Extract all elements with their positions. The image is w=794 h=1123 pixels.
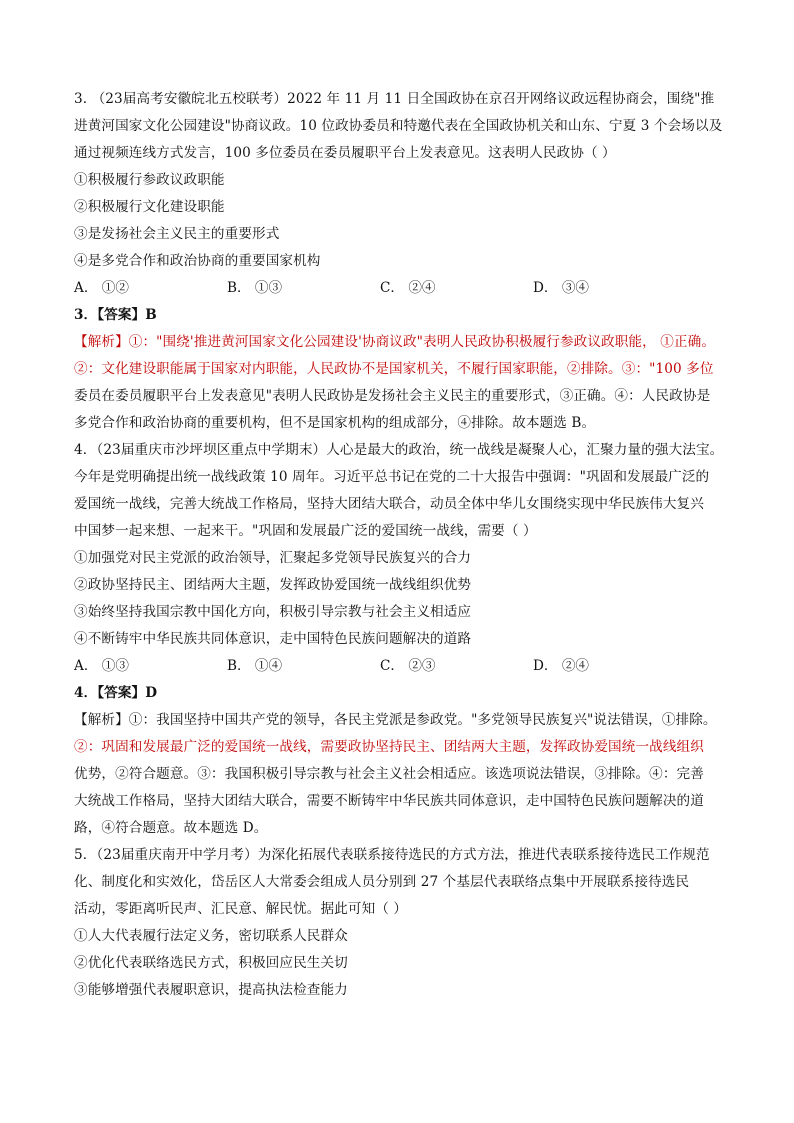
choice-item: ③能够增强代表履职意识，提高执法检查能力 xyxy=(74,982,348,998)
question-stem-line: 今年是党明确提出统一战线政策 10 周年。习近平总书记在党的二十大报告中强调："巩固和发展最广泛的 xyxy=(74,469,710,485)
analysis-line: 优势，②符合题意。③：我国积极引导宗教与社会主义社会相适应。该选项说法错误，③排除。④：完善 xyxy=(74,766,704,782)
question-stem-line: 4．（23届重庆市沙坪坝区重点中学期末）人心是最大的政治，统一战线是凝聚人心，汇聚力量的强大法宝。 xyxy=(74,442,724,458)
question-stem-line: 5．（23届重庆南开中学月考）为深化拓展代表联系接待选民的方式方法，推进代表联系接待选民工作规范 xyxy=(74,847,710,863)
analysis-line: 【解析】①："围绕'推进黄河国家文化公园建设'协商议政"表明人民政协积极履行参政议政职能， ①正确。 xyxy=(74,334,716,350)
analysis-line: ②：巩固和发展最广泛的爱国统一战线，需要政协坚持民主、团结两大主题，发挥政协爱国统一战线组织 xyxy=(74,739,704,755)
choice-item: ④是多党合作和政治协商的重要国家机构 xyxy=(74,253,321,269)
option-c: C． ②③ xyxy=(380,658,436,674)
option-row xyxy=(74,653,730,680)
question-stem-line: 爱国统一战线，完善大统战工作格局，坚持大团结大联合，动员全体中华儿女围绕实现中华民族伟大复兴 xyxy=(74,496,704,512)
question-stem-line: 中国梦一起来想、一起来干。"巩固和发展最广泛的爱国统一战线，需要（ ） xyxy=(74,523,537,539)
choice-item: ②积极履行文化建设职能 xyxy=(74,199,225,215)
question-stem-line: 进黄河国家文化公园建设"协商议政。10 位政协委员和特邀代表在全国政协机关和山东、宁夏 3 个会场以及 xyxy=(74,118,723,134)
analysis-line: 委员在委员履职平台上发表意见"表明人民政协是发扬社会主义民主的重要形式，③正确。④：人民政协是 xyxy=(74,388,711,404)
choice-item: ②政协坚持民主、团结两大主题，发挥政协爱国统一战线组织优势 xyxy=(74,577,472,593)
question-stem-line: 化、制度化和实效化，岱岳区人大常委会组成人员分别到 27 个基层代表联络点集中开展联系接待选民 xyxy=(74,874,690,890)
analysis-line: 多党合作和政治协商的重要机构，但不是国家机构的组成部分，④排除。故本题选 B。 xyxy=(74,415,596,431)
option-c: C． ②④ xyxy=(380,280,436,296)
choice-item: ④不断铸牢中华民族共同体意识，走中国特色民族问题解决的道路 xyxy=(74,631,472,647)
choice-item: ①人大代表履行法定义务，密切联系人民群众 xyxy=(74,928,348,944)
answer-label: 4．【答案】D xyxy=(74,685,158,701)
question-3 xyxy=(74,86,730,437)
choice-item: ②优化代表联络选民方式，积极回应民生关切 xyxy=(74,955,348,971)
question-5 xyxy=(74,842,730,1004)
question-stem-line: 3. （23届高考安徽皖北五校联考）2022 年 11 月 11 日全国政协在京召开网络议政远程协商会，围绕"推 xyxy=(74,91,715,107)
analysis-line: 路，④符合题意。故本题选 D。 xyxy=(74,820,268,836)
question-4 xyxy=(74,437,730,842)
option-row xyxy=(74,275,730,302)
option-b: B． ①④ xyxy=(227,658,283,674)
question-stem-line: 活动，零距离听民声、汇民意、解民忧。据此可知（ ） xyxy=(74,901,408,917)
question-stem-line: 通过视频连线方式发言，100 多位委员在委员履职平台上发表意见。这表明人民政协（ ） xyxy=(74,145,616,161)
choice-item: ①积极履行参政议政职能 xyxy=(74,172,225,188)
option-d: D． ②④ xyxy=(533,658,590,674)
choice-item: ③始终坚持我国宗教中国化方向，积极引导宗教与社会主义相适应 xyxy=(74,604,472,620)
option-a: A． ①③ xyxy=(74,658,129,674)
option-a: A． ①② xyxy=(74,280,129,296)
choice-item: ③是发扬社会主义民主的重要形式 xyxy=(74,226,280,242)
analysis-line: 大统战工作格局，坚持大团结大联合，需要不断铸牢中华民族共同体意识，走中国特色民族问题解决的道 xyxy=(74,793,704,809)
option-d: D． ③④ xyxy=(533,280,590,296)
option-b: B． ①③ xyxy=(227,280,283,296)
analysis-line: ②：文化建设职能属于国家对内职能，人民政协不是国家机关，不履行国家职能，②排除。③："100 多位 xyxy=(74,361,714,377)
analysis-line: 【解析】①：我国坚持中国共产党的领导，各民主党派是参政党。"多党领导民族复兴"说法错误，①排除。 xyxy=(74,712,717,728)
answer-label: 3．【答案】B xyxy=(74,307,157,323)
choice-item: ①加强党对民主党派的政治领导，汇聚起多党领导民族复兴的合力 xyxy=(74,550,472,566)
